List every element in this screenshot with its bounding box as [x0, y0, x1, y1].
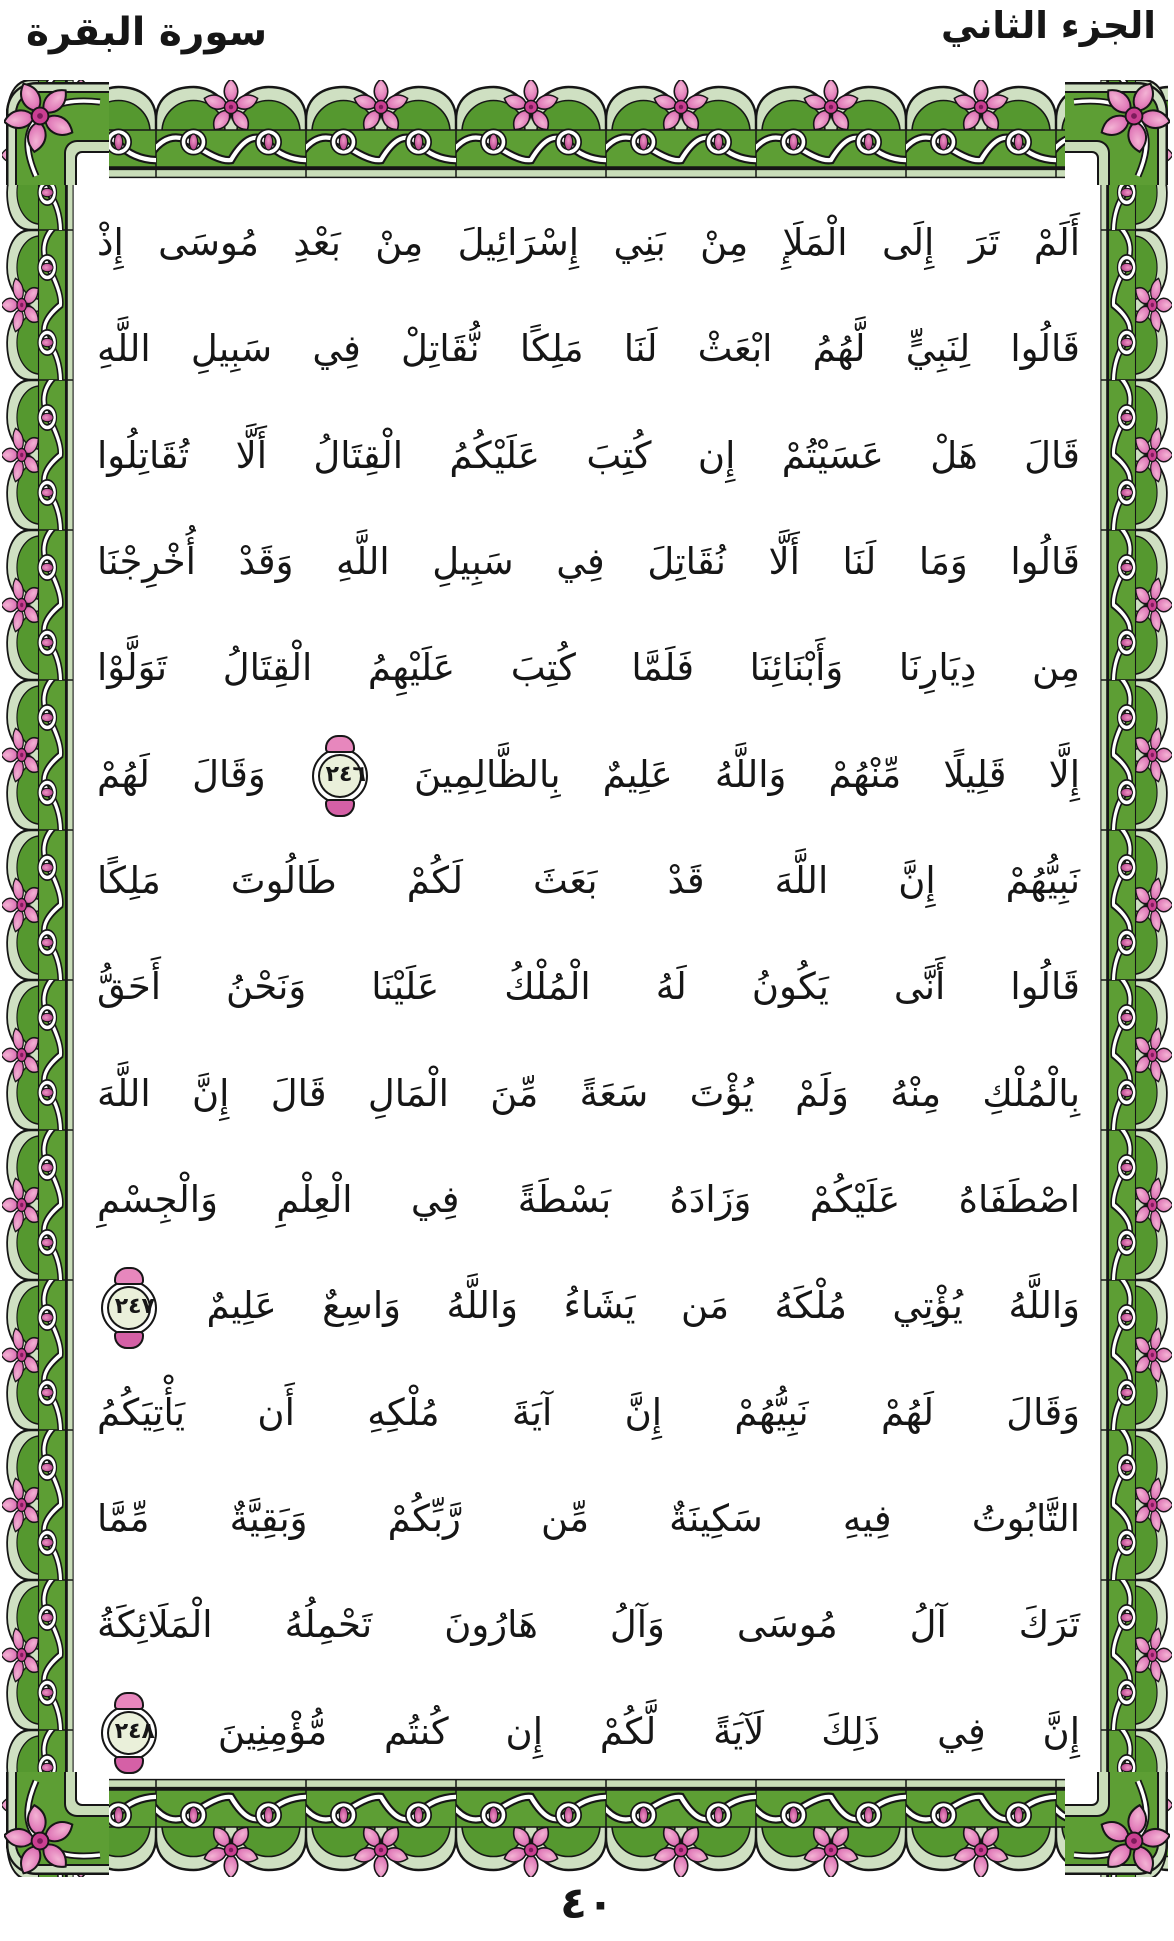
- ayah-text: بِالْمُلْكِ مِنْهُ وَلَمْ يُؤْتَ سَعَةً مِّنَ الْمَالِ قَالَ إِنَّ اللَّهَ: [97, 1071, 1080, 1115]
- ayah-text: قَالُوا أَنَّى يَكُونُ لَهُ الْمُلْكُ عَلَيْنَا وَنَحْنُ أَحَقُّ: [97, 965, 1080, 1009]
- ayah-text: تَرَكَ آلُ مُوسَى وَآلُ هَارُونَ تَحْمِلُهُ الْمَلَائِكَةُ: [97, 1603, 1080, 1647]
- page-header: [0, 0, 1174, 80]
- floral-border-top: [6, 80, 1168, 180]
- ayah-text: مِن دِيَارِنَا وَأَبْنَائِنَا فَلَمَّا كُتِبَ عَلَيْهِمُ الْقِتَالُ تَوَلَّوْا: [97, 646, 1080, 690]
- quran-line: [97, 298, 1080, 399]
- ayah-text: قَالَ هَلْ عَسَيْتُمْ إِن كُتِبَ عَلَيْكُمُ الْقِتَالُ أَلَّا تُقَاتِلُوا: [97, 433, 1080, 477]
- ayah-marker: ٢٤٨: [101, 1705, 157, 1761]
- quran-line: [97, 511, 1080, 612]
- floral-border-left: [2, 80, 75, 1877]
- floral-border-bottom: [6, 1777, 1168, 1877]
- ayah-marker: ٢٤٧: [101, 1280, 157, 1336]
- floral-border-right: [1099, 80, 1172, 1877]
- ayah-text: وَقَالَ لَهُمْ: [97, 752, 266, 796]
- surah-title: سورة البقرة: [26, 10, 268, 55]
- quran-line: [97, 1574, 1080, 1675]
- quran-line: [97, 405, 1080, 506]
- ayah-text: قَالُوا لِنَبِيٍّ لَّهُمُ ابْعَثْ لَنَا مَلِكًا نُّقَاتِلْ فِي سَبِيلِ اللَّهِ: [97, 327, 1080, 371]
- quran-line: [97, 1362, 1080, 1463]
- quran-line: [97, 1468, 1080, 1569]
- ayah-text: قَالُوا وَمَا لَنَا أَلَّا نُقَاتِلَ فِي سَبِيلِ اللَّهِ وَقَدْ أُخْرِجْنَا: [97, 540, 1080, 584]
- border-corner-bottom-left: [4, 1772, 109, 1877]
- quran-line: [97, 1149, 1080, 1250]
- juz-title: الجزء الثاني: [941, 4, 1156, 47]
- ayah-text: اصْطَفَاهُ عَلَيْكُمْ وَزَادَهُ بَسْطَةً فِي الْعِلْمِ وَالْجِسْمِ: [97, 1178, 1080, 1222]
- quran-line: [97, 1043, 1080, 1144]
- quran-line: [97, 1255, 1080, 1356]
- ayah-marker: ٢٤٦: [312, 748, 368, 804]
- ayah-text: أَلَمْ تَرَ إِلَى الْمَلَإِ مِنْ بَنِي إِسْرَائِيلَ مِنْ بَعْدِ مُوسَى إِذْ: [97, 221, 1080, 264]
- quran-line: [97, 617, 1080, 718]
- ayah-text: وَقَالَ لَهُمْ نَبِيُّهُمْ إِنَّ آيَةَ مُلْكِهِ أَن يَأْتِيَكُمُ: [97, 1390, 1080, 1434]
- ayah-text: التَّابُوتُ فِيهِ سَكِينَةٌ مِّن رَّبِّكُمْ وَبَقِيَّةٌ مِّمَّا: [97, 1497, 1080, 1541]
- border-corner-top-left: [4, 80, 109, 185]
- page-number: ٤٠: [560, 1878, 614, 1929]
- quran-line: [97, 724, 1080, 825]
- quran-text: [97, 192, 1080, 1782]
- ayah-text: وَاللَّهُ يُؤْتِي مُلْكَهُ مَن يَشَاءُ وَاللَّهُ وَاسِعٌ عَلِيمٌ: [206, 1284, 1080, 1328]
- border-corner-top-right: [1065, 80, 1170, 185]
- ayah-text: إِلَّا قَلِيلًا مِّنْهُمْ وَاللَّهُ عَلِيمٌ بِالظَّالِمِينَ: [414, 752, 1080, 796]
- ayah-text: إِنَّ فِي ذَلِكَ لَآيَةً لَّكُمْ إِن كُنتُم مُّؤْمِنِينَ: [217, 1709, 1080, 1753]
- quran-line: [97, 936, 1080, 1037]
- ayah-text: نَبِيُّهُمْ إِنَّ اللَّهَ قَدْ بَعَثَ لَكُمْ طَالُوتَ مَلِكًا: [97, 859, 1080, 903]
- quran-line: [97, 1681, 1080, 1782]
- border-corner-bottom-right: [1065, 1772, 1170, 1877]
- quran-line: [97, 192, 1080, 293]
- quran-line: [97, 830, 1080, 931]
